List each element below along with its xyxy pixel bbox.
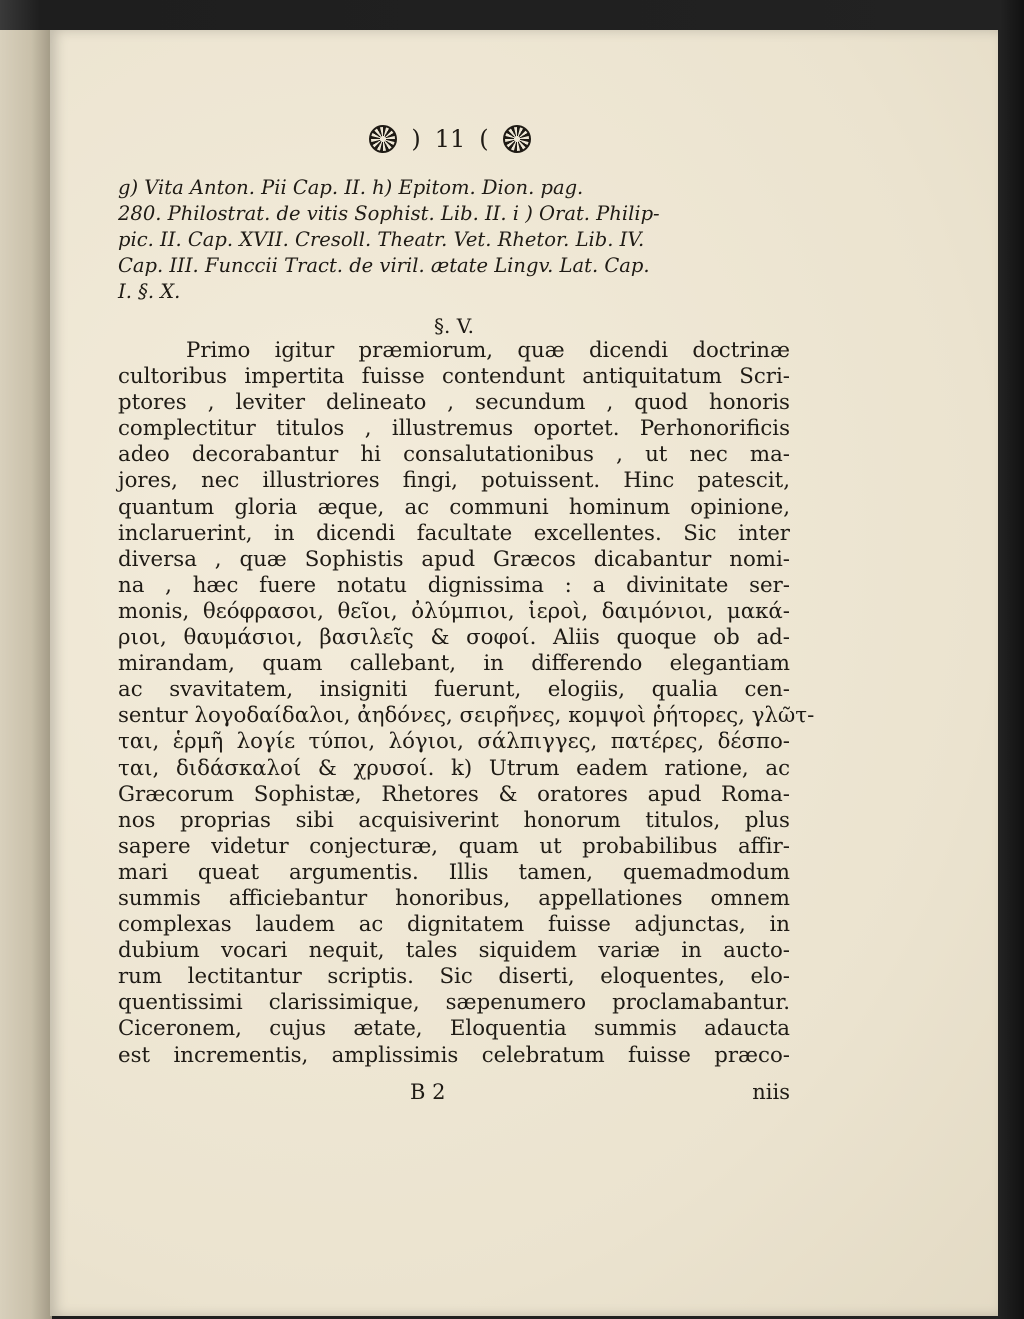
body-line: complectitur titulos , illustremus oportet. Perhonorificis <box>118 416 790 442</box>
body-line: ται, διδάσκαλοί & χρυσοί. k) Utrum eadem ratione, ac <box>118 755 790 781</box>
page-number: 11 <box>434 125 466 153</box>
body-line: summis afficiebantur honoribus, appellationes omnem <box>118 885 790 911</box>
body-line: monis, θεόφρασοι, θεῖοι, ὀλύμπιοι, ἱεροὶ, δαιμόνιοι, μακά- <box>118 598 790 624</box>
body-line: jores, nec illustriores fingi, potuissent. Hinc patescit, <box>118 468 790 494</box>
body-line: complexas laudem ac dignitatem fuisse adjunctas, in <box>118 912 790 938</box>
signature-mark: B 2 <box>410 1080 446 1104</box>
section-heading: §. V. <box>433 314 475 338</box>
footnotes-block <box>118 175 790 305</box>
footnote-line: Cap. III. Funccii Tract. de viril. ætate Lingv. Lat. Cap. <box>118 254 650 277</box>
ornament-left-icon <box>369 125 397 153</box>
body-line: inclaruerint, in dicendi facultate excellentes. Sic inter <box>118 520 790 546</box>
body-line: Primo igitur præmiorum, quæ dicendi doctrinæ <box>186 338 790 363</box>
body-line: Græcorum Sophistæ, Rhetores & oratores apud Roma- <box>118 781 790 807</box>
body-line: dubium vocari nequit, tales siquidem variæ in aucto- <box>118 938 790 964</box>
catchword: niis <box>752 1080 790 1104</box>
body-line: sapere videtur conjecturæ, quam ut probabilibus affir- <box>118 833 790 859</box>
body-line: diversa , quæ Sophistis apud Græcos dicabantur nomi- <box>118 546 790 572</box>
body-line: ptores , leviter delineato , secundum , quod honoris <box>118 390 790 416</box>
body-line: ται, ἑρμῆ λογίε τύποι, λόγιοι, σάλπιγγες, πατέρες, δέσπο- <box>118 729 790 755</box>
page-footer <box>118 1080 790 1110</box>
footnote-line: 280. Philostrat. de vitis Sophist. Lib. II. i ) Orat. Philip- <box>118 202 660 225</box>
body-line: nos proprias sibi acquisiverint honorum titulos, plus <box>118 807 790 833</box>
footnote-line: g) Vita Anton. Pii Cap. II. h) Epitom. Dion. pag. <box>118 176 584 199</box>
page-stack-edge <box>0 30 52 1319</box>
footnote-line: I. §. X. <box>118 280 181 303</box>
body-line: mari queat argumentis. Illis tamen, quemadmodum <box>118 859 790 885</box>
body-line: mirandam, quam callebant, in differendo elegantiam <box>118 651 790 677</box>
header-left-bracket: ) <box>411 125 421 153</box>
body-line: est incrementis, amplissimis celebratum fuisse præco- <box>118 1042 790 1068</box>
body-line: ριοι, θαυμάσιοι, βασιλεῖς & σοφοί. Aliis quoque ob ad- <box>118 625 790 651</box>
body-line: quantum gloria æque, ac communi hominum opinione, <box>118 494 790 520</box>
page-header <box>330 118 570 160</box>
body-line: ac svavitatem, insigniti fuerunt, elogiis, qualia cen- <box>118 677 790 703</box>
body-line: sentur λογοδαίδαλοι, ἀηδόνες, σειρῆνες, κομψοὶ ῥήτορες, γλῶτ- <box>118 703 815 729</box>
footnote-line: pic. II. Cap. XVII. Cresoll. Theatr. Vet. Rhetor. Lib. IV. <box>118 228 645 251</box>
body-line: quentissimi clarissimique, sæpenumero proclamabantur. <box>118 990 790 1016</box>
ornament-right-icon <box>503 125 531 153</box>
body-line: cultoribus impertita fuisse contendunt antiquitatum Scri- <box>118 364 790 390</box>
body-text <box>118 338 815 1069</box>
body-line: rum lectitantur scriptis. Sic diserti, eloquentes, elo- <box>118 964 790 990</box>
body-line: na , hæc fuere notatu dignissima : a divinitate ser- <box>118 572 790 598</box>
header-right-bracket: ( <box>479 125 489 153</box>
body-line: adeo decorabantur hi consalutationibus , ut nec ma- <box>118 442 790 468</box>
body-line: Ciceronem, cujus ætate, Eloquentia summis adaucta <box>118 1016 790 1042</box>
